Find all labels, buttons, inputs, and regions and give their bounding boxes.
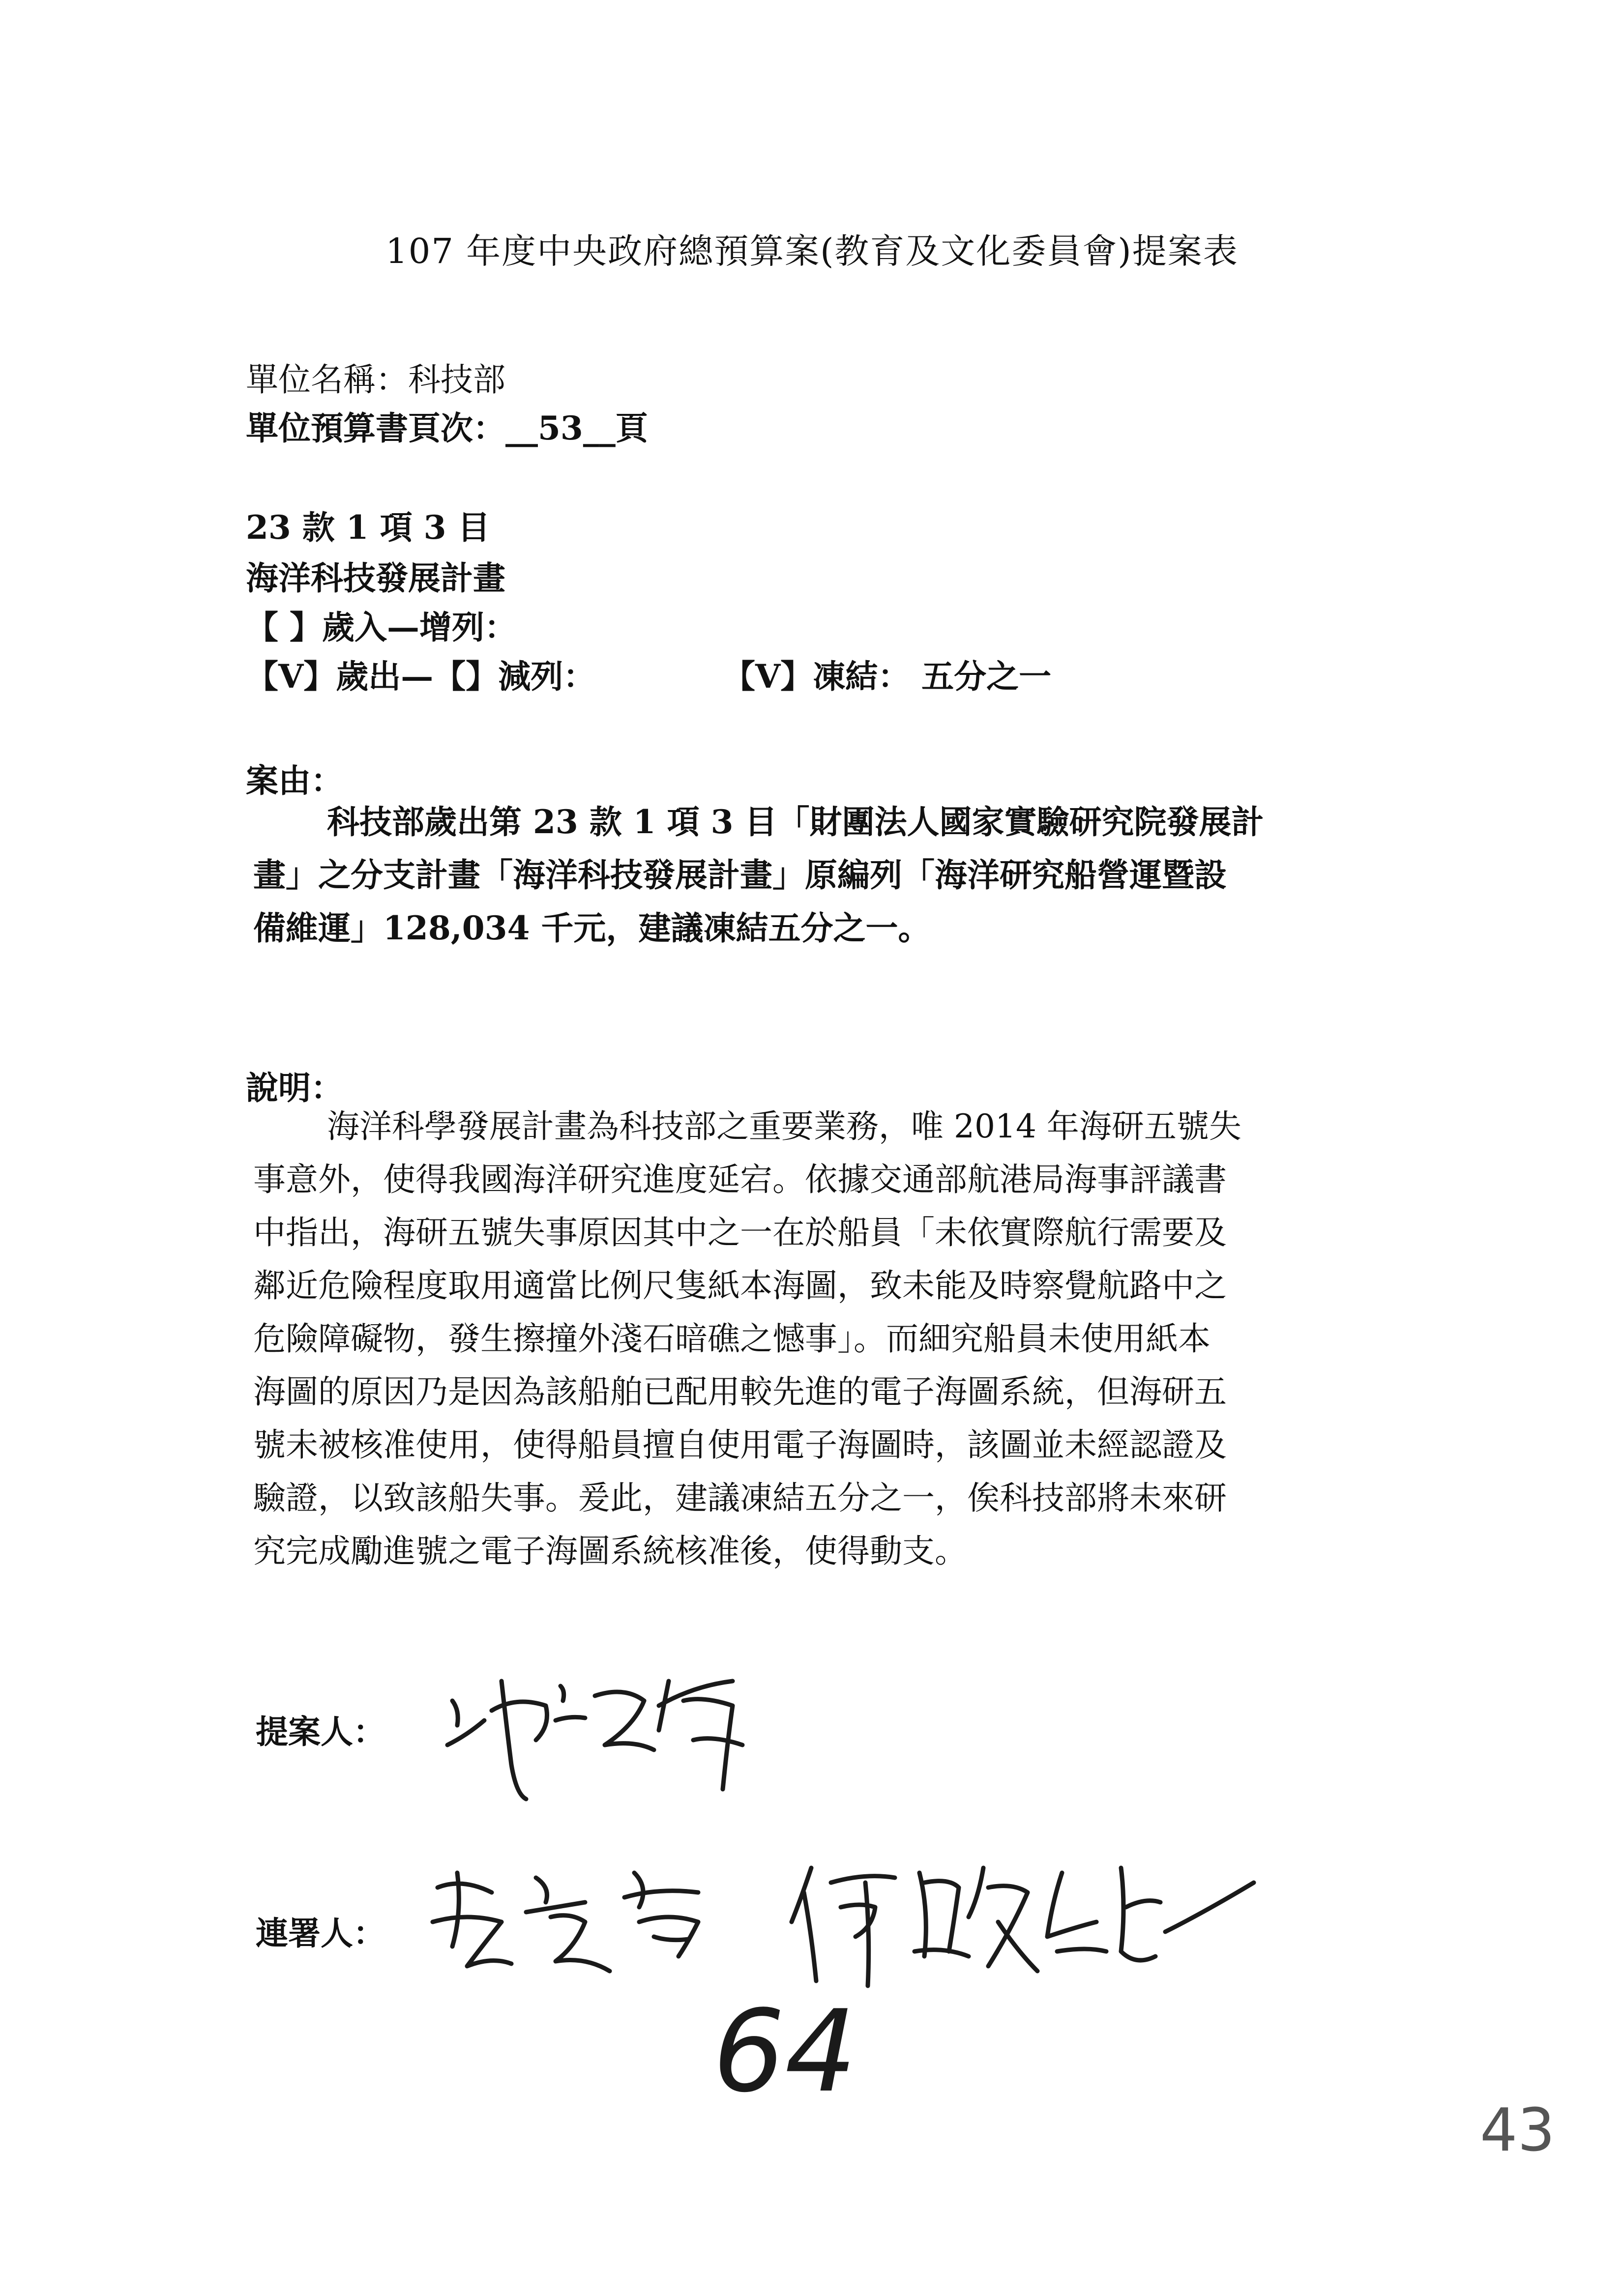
reason-line: 備維運」128,034 千元，建議凍結五分之一。	[253, 909, 931, 947]
plan-name: 海洋科技發展計畫	[246, 559, 505, 597]
proposer-signature	[438, 1666, 792, 1816]
cosigner-signature-2	[782, 1853, 1273, 1998]
explanation-line: 海洋科學發展計畫為科技部之重要業務，唯 2014 年海研五號失	[327, 1107, 1241, 1145]
reason-paragraph	[253, 795, 1384, 955]
expense-line: 【V】歲出—【】減列：	[246, 657, 596, 696]
cosigner-label: 連署人：	[256, 1914, 385, 1952]
explanation-line: 中指出，海研五號失事原因其中之一在於船員「未依實際航行需要及	[253, 1214, 1227, 1251]
explanation-line: 鄰近危險程度取用適當比例尺隻紙本海圖，致未能及時察覺航路中之	[253, 1267, 1227, 1305]
cosigner-signature-1	[423, 1858, 738, 1988]
corner-page-number: 43	[1480, 2096, 1555, 2165]
explanation-line: 事意外，使得我國海洋研究進度延宕。依據交通部航港局海事評議書	[253, 1161, 1227, 1198]
reason-line: 畫」之分支計畫「海洋科技發展計畫」原編列「海洋研究船營運暨設	[253, 856, 1227, 894]
revenue-line: 【 】歲入—增列：	[246, 608, 517, 646]
explanation-line: 驗證，以致該船失事。爰此，建議凍結五分之一，俟科技部將未來研	[253, 1479, 1227, 1517]
explanation-heading: 說明：	[246, 1069, 343, 1107]
proposer-label: 提案人：	[256, 1713, 385, 1751]
document-title: 107 年度中央政府總預算案(教育及文化委員會)提案表	[385, 231, 1239, 271]
explanation-line: 究完成勵進號之電子海圖系統核准後，使得動支。	[253, 1532, 967, 1570]
handwritten-number: 64	[713, 1986, 857, 2118]
freeze-line: 【V】凍結： 五分之一	[723, 657, 1052, 696]
reason-heading: 案由：	[246, 761, 343, 800]
explanation-paragraph	[253, 1100, 1384, 1578]
explanation-line: 危險障礙物，發生擦撞外淺石暗礁之憾事」。而細究船員未使用紙本	[253, 1320, 1211, 1358]
explanation-line: 號未被核准使用，使得船員擅自使用電子海圖時，該圖並未經認證及	[253, 1426, 1227, 1464]
reason-line: 科技部歲出第 23 款 1 項 3 目「財團法人國家實驗研究院發展計	[327, 803, 1264, 841]
unit-name: 單位名稱：科技部	[246, 361, 505, 399]
budget-page: 單位預算書頁次：__53__頁	[246, 409, 648, 447]
explanation-line: 海圖的原因乃是因為該船舶已配用較先進的電子海圖系統，但海研五	[253, 1373, 1227, 1411]
item-code: 23 款 1 項 3 目	[246, 508, 490, 547]
